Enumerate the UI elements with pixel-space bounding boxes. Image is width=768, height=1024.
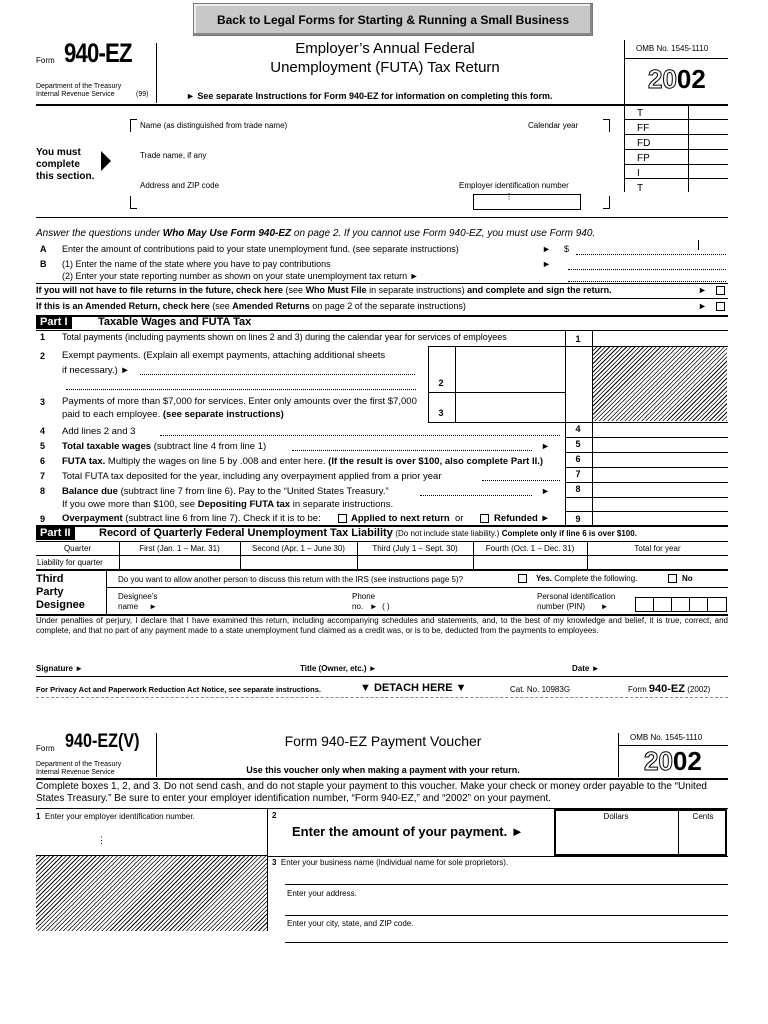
form-word: Form — [36, 56, 55, 65]
col-first: First (Jan. 1 – Mar. 31) — [139, 544, 220, 553]
part1-title: Taxable Wages and FUTA Tax — [98, 316, 252, 328]
signature-label: Signature ► — [36, 664, 84, 673]
line5-arrow: ► — [541, 441, 550, 451]
designee-pin-label: Personal identification number (PIN) ► — [537, 592, 616, 611]
line1-box-label: 1 — [575, 334, 581, 344]
col-fourth: Fourth (Oct. 1 – Dec. 31) — [485, 544, 575, 553]
designee-phone-label: Phone no. ► ( ) — [352, 592, 390, 611]
part2-label: Part II — [36, 527, 75, 540]
applied-next-return-checkbox[interactable] — [338, 514, 347, 523]
future-arrow: ► — [698, 285, 707, 295]
omb-number: OMB No. 1545-1110 — [636, 44, 709, 53]
line3-text: Payments of more than $7,000 for services. Enter only amounts over the first $7,000 — [62, 396, 417, 407]
business-name-input[interactable] — [268, 869, 728, 883]
form-number: 940-EZ — [64, 38, 132, 68]
future-returns-text: If you will not have to file returns in the future, check here (see Who Must File in separate instructions) and complete and sign the return. — [36, 285, 612, 295]
voucher-instructions: Complete boxes 1, 2, and 3. Do not send cash, and do not staple your payment to this voucher. Make your check or money order payable to the “United States Treasury.” Be sure to enter your employer identification number, “Form 940-EZ,” and “2002” on your payment. — [36, 781, 707, 804]
line8-number: 8 — [40, 486, 46, 496]
liability-row-label: Liability for quarter — [37, 558, 103, 567]
total-year-input[interactable] — [588, 556, 727, 568]
title-label: Title (Owner, etc.) ► — [300, 664, 377, 673]
line-b2-text: (2) Enter your state reporting number as shown on your state unemployment tax return ► — [62, 271, 419, 281]
catalog-number: Cat. No. 10983G — [510, 685, 571, 694]
state-reporting-number-input[interactable] — [568, 281, 726, 282]
voucher-dept1: Department of the Treasury — [36, 761, 122, 768]
address-input[interactable] — [285, 899, 728, 914]
state-name-input[interactable] — [568, 269, 726, 270]
line4-amount-input[interactable] — [593, 423, 727, 436]
line-b1-arrow: ► — [542, 259, 551, 269]
third-party-designee-heading: Third Party Designee — [36, 573, 85, 611]
line7-text: Total FUTA tax deposited for the year, including any overpayment applied from a prior year — [62, 471, 442, 482]
line2-text2: if necessary.) ► — [62, 365, 130, 376]
line2-number: 2 — [40, 351, 46, 361]
line6-box-label: 6 — [575, 454, 581, 464]
col-total: Total for year — [634, 544, 681, 553]
future-returns-checkbox[interactable] — [716, 286, 725, 295]
line2-box-label: 2 — [438, 378, 444, 388]
line-a-arrow: ► — [542, 244, 551, 254]
line5-number: 5 — [40, 441, 46, 451]
line9-text: Overpayment (subtract line 6 from line 7). Check if it is to be: — [62, 513, 321, 524]
voucher-year: 2002 — [644, 746, 702, 776]
designee-yes-checkbox[interactable] — [518, 574, 527, 583]
refunded-label: Refunded ► — [494, 513, 550, 524]
line5-text: Total taxable wages (subtract line 4 from line 1) — [62, 441, 267, 452]
line4-number: 4 — [40, 426, 46, 436]
line2-amount-input[interactable] — [456, 347, 564, 391]
line-a-letter: A — [40, 244, 47, 254]
voucher-ein-input[interactable] — [36, 824, 267, 854]
line2-text: Exempt payments. (Explain all exempt payments, attaching additional sheets — [62, 350, 386, 361]
ein-separator: ⋮ — [505, 192, 513, 201]
line7-number: 7 — [40, 471, 46, 481]
line8-text: Balance due (subtract line 7 from line 6). Pay to the “United States Treasury.” — [62, 486, 389, 497]
cents-label: Cents — [692, 812, 714, 821]
line9-box-label: 9 — [575, 514, 581, 524]
amended-arrow: ► — [698, 301, 707, 311]
city-state-zip-label: Enter your city, state, and ZIP code. — [287, 919, 414, 928]
line7-box-label: 7 — [575, 469, 581, 479]
amended-return-checkbox[interactable] — [716, 302, 725, 311]
line6-number: 6 — [40, 456, 46, 466]
line7-amount-input[interactable] — [593, 468, 727, 481]
designee-phone-input[interactable] — [390, 600, 510, 612]
who-may-use-note: Answer the questions under Who May Use Form 940-EZ on page 2. If you cannot use Form 940-EZ, you must use Form 940. — [36, 228, 596, 239]
line9-amount-input[interactable] — [593, 512, 727, 525]
col-second: Second (Apr. 1 – June 30) — [252, 544, 345, 553]
col-quarter: Quarter — [63, 544, 92, 553]
line5-box-label: 5 — [575, 439, 581, 449]
designee-question: Do you want to allow another person to discuss this return with the IRS (see instructions page 5)? — [118, 575, 464, 584]
line8-text2: If you owe more than $100, see Depositing FUTA tax in separate instructions. — [62, 499, 394, 510]
voucher-box3-label: 3 Enter your business name (individual name for sole proprietors). — [272, 858, 509, 867]
dept-line2: Internal Revenue Service — [36, 91, 115, 98]
ein-label: Employer identification number — [459, 181, 569, 190]
line5-amount-input[interactable] — [593, 438, 727, 451]
title-input[interactable] — [392, 660, 562, 674]
designee-name-input[interactable] — [175, 600, 335, 612]
first-quarter-input[interactable] — [120, 556, 239, 568]
form-title-line1: Employer’s Annual Federal — [295, 40, 475, 57]
irs-codes-column: T FF FD FP I T — [637, 108, 651, 194]
voucher-title: Form 940-EZ Payment Voucher — [284, 733, 482, 749]
footer-form-id: Form 940-EZ (2002) — [628, 683, 711, 695]
tax-year: 2002 — [648, 64, 706, 94]
designee-name-label: Designee’s name ► — [118, 592, 158, 611]
date-input[interactable] — [610, 660, 728, 674]
second-quarter-input[interactable] — [241, 556, 356, 568]
designee-yes-post: Complete the following. — [554, 574, 638, 583]
instructions-note: ► See separate Instructions for Form 940-EZ for information on completing this form. — [186, 91, 553, 101]
form-title-line2: Unemployment (FUTA) Tax Return — [270, 59, 500, 76]
part2-title-row: Record of Quarterly Federal Unemployment Tax Liability (Do not include state liability.) Complete only if line 6 is over $100. — [99, 527, 637, 539]
line3-box-label: 3 — [438, 408, 444, 418]
line-a-amount-input[interactable] — [576, 254, 726, 255]
hatched-area — [593, 346, 727, 421]
designee-no-checkbox[interactable] — [668, 574, 677, 583]
back-to-legal-forms-button[interactable]: Back to Legal Forms for Starting & Running a Small Business — [193, 3, 593, 36]
fourth-quarter-input[interactable] — [474, 556, 586, 568]
line-b1-text: (1) Enter the name of the state where you have to pay contributions — [62, 259, 331, 269]
refunded-checkbox[interactable] — [480, 514, 489, 523]
catalog-99: (99) — [136, 91, 149, 98]
dept-line1: Department of the Treasury — [36, 83, 122, 90]
line9-number: 9 — [40, 514, 46, 524]
voucher-form-number: 940-EZ(V) — [65, 731, 140, 752]
or-label: or — [455, 513, 464, 524]
line4-box-label: 4 — [575, 424, 581, 434]
line4-text: Add lines 2 and 3 — [62, 426, 136, 437]
voucher-box2-num: 2 — [272, 811, 277, 820]
line3-text2: paid to each employee. (see separate instructions) — [62, 409, 284, 420]
voucher-omb: OMB No. 1545-1110 — [630, 733, 703, 742]
dollar-sign: $ — [564, 244, 570, 254]
voucher-hatched-area — [36, 856, 267, 931]
ein-input[interactable] — [473, 194, 581, 210]
address-label: Enter your address. — [287, 889, 357, 898]
voucher-dept2: Internal Revenue Service — [36, 769, 115, 776]
city-state-zip-input[interactable] — [285, 929, 728, 941]
amended-return-text: If this is an Amended Return, check here (see Amended Returns on page 2 of the separate instructions) — [36, 301, 466, 311]
name-field[interactable]: Name (as distinguished from trade name) — [140, 121, 288, 130]
penalties-of-perjury-text: Under penalties of perjury, I declare that I have examined this return, including accompanying schedules and statements, and, to the best of my knowledge and belief, it is true, correct, and complete, and that no part of any payment made to a state unemployment fund claimed as a credit was, or is to be, deducted from the payments to employees. — [36, 616, 728, 635]
privacy-act-notice: For Privacy Act and Paperwork Reduction Act Notice, see separate instructions. — [36, 685, 321, 694]
designee-no-label: No — [682, 574, 693, 583]
line8-box-label: 8 — [575, 484, 581, 494]
line8-amount-input[interactable] — [593, 483, 727, 496]
voucher-box2-label: Enter the amount of your payment. ► — [292, 824, 524, 839]
col-third: Third (July 1 – Sept. 30) — [372, 544, 458, 553]
pointer-arrow-icon — [101, 151, 111, 171]
calendar-year-label: Calendar year — [528, 121, 579, 130]
trade-name-field[interactable]: Trade name, if any — [140, 151, 207, 160]
dollars-label: Dollars — [603, 812, 629, 821]
signature-input[interactable] — [96, 660, 292, 674]
line3-number: 3 — [40, 397, 46, 407]
you-must-complete-note: You must complete this section. — [36, 147, 95, 182]
line6-text: FUTA tax. Multiply the wages on line 5 by .008 and enter here. (If the result is over $100, also complete Part II.) — [62, 456, 544, 467]
third-quarter-input[interactable] — [358, 556, 472, 568]
line-b-letter: B — [40, 259, 47, 269]
voucher-form-word: Form — [36, 744, 55, 753]
voucher-box1-label: 1 Enter your employer identification number. — [36, 812, 195, 821]
line6-amount-input[interactable] — [593, 453, 727, 466]
designee-pin-input[interactable] — [635, 597, 727, 612]
applied-next-return-label: Applied to next return — [351, 513, 450, 524]
designee-yes-label: Yes. — [536, 574, 553, 583]
line1-amount-input[interactable] — [593, 331, 727, 346]
voucher-ein-separator: ⋮ — [97, 835, 106, 845]
line8-arrow: ► — [541, 486, 550, 496]
line1-text: Total payments (including payments shown on lines 2 and 3) during the calendar year for services of employees — [62, 332, 507, 342]
date-label: Date ► — [572, 664, 600, 673]
line3-amount-input[interactable] — [456, 393, 564, 421]
part1-label: Part I — [36, 316, 72, 329]
line1-number: 1 — [40, 332, 46, 342]
detach-here-label: ▼ DETACH HERE ▼ — [360, 682, 467, 694]
address-field[interactable]: Address and ZIP code — [140, 181, 220, 190]
line-a-text: Enter the amount of contributions paid to your state unemployment fund. (see separate instructions) — [62, 244, 459, 254]
voucher-subtitle: Use this voucher only when making a payment with your return. — [246, 765, 520, 775]
